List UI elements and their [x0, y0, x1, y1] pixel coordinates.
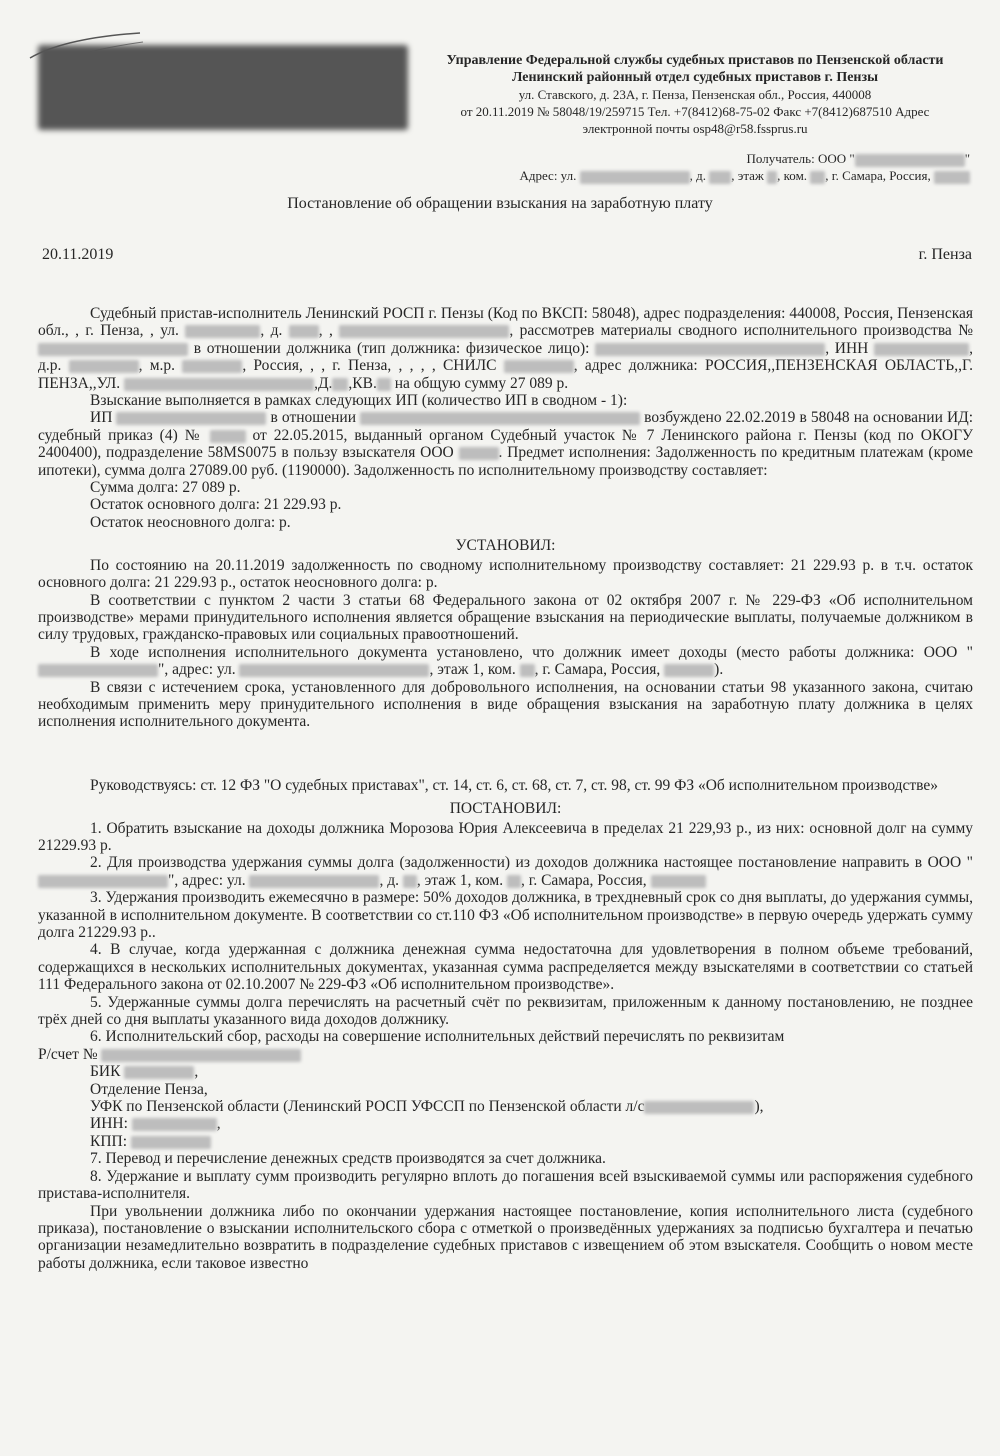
established-p2: В соответствии с пунктом 2 части 3 статьи 68 Федерального закона от 02 октября 2007 г. № 229-ФЗ «Об исполнительном производстве» мерами принудительного исполнения является обращение взыскания на периодические выплаты, получаемые должником в силу трудовых, гражданско-правовых или социальных правоотношений.	[38, 591, 973, 644]
established-p3: В ходе исполнения исполнительного документа установлено, что должник имеет доходы (место работы должника: ООО "", адрес: ул. , этаж 1, ком. , г. Самара, Россия, ).	[38, 644, 973, 679]
document-body	[38, 305, 973, 1272]
guided-by: Руководствуясь: ст. 12 ФЗ "О судебных приставах", ст. 14, ст. 6, ст. 68, ст. 7, ст. 98, ст. 99 ФЗ «Об исполнительном производстве»	[90, 776, 939, 794]
resolution-3: 3. Удержания производить ежемесячно в размере: 50% доходов должника, в трехдневный срок со дня выплаты, до удержания суммы, указанной в исполнительном документе. В соответствии со ст.110 ФЗ «Об исполнительном производстве» в первую очередь удержать сумму долга 21229.93 р..	[38, 889, 973, 941]
account-line: Р/счет №	[38, 1046, 973, 1063]
resolution-8: 8. Удержание и выплату сумм производить регулярно вплоть до погашения всей взыскиваемой суммы или распоряжения судебного пристава-исполнителя.	[38, 1167, 973, 1203]
redacted-logo-block	[38, 45, 408, 130]
resolution-2: 2. Для производства удержания суммы долга (задолженности) из доходов должника настоящее постановление направить в ООО "", адрес: ул. , д. , этаж 1, ком. , г. Самара, Россия,	[38, 854, 973, 889]
header-department: Ленинский районный отдел судебных приставов г. Пензы	[511, 70, 879, 85]
debt-principal: Остаток основного долга: 21 229.93 р.	[90, 496, 342, 514]
date-line	[42, 246, 972, 264]
recipient-address: Адрес: ул. , д. , этаж , ком. , г. Самара, Россия,	[410, 167, 970, 184]
recipient-label: Получатель: ООО "	[746, 151, 855, 166]
paragraph-proceedings: Взыскание выполняется в рамках следующих ИП (количество ИП в сводном - 1):	[90, 392, 628, 410]
dismissal-paragraph: При увольнении должника либо по окончании удержания настоящее постановление, копия исполнительного листа (судебного приказа), постановление о взыскании исполнительского сбора с отметкой о произведённых удержаниях за подписью бухгалтера и печатью организации незамедлительно возвратить в подразделение судебных приставов с извещением об этом взыскателя. Сообщить о новом месте работы должника, если таковое известно	[38, 1202, 973, 1272]
authority-header	[420, 52, 970, 137]
resolution-1: 1. Обратить взыскание на доходы должника Морозова Юрия Алексеевича в пределах 21 229,93 р., из них: основной долг на сумму 21229.93 р.	[38, 819, 973, 854]
heading-resolved: ПОСТАНОВИЛ:	[449, 800, 562, 818]
bik-line: БИК ,	[90, 1063, 199, 1081]
debt-total: Сумма долга: 27 089 р.	[90, 479, 241, 497]
document-date: 20.11.2019	[42, 246, 114, 263]
resolution-5: 5. Удержанные суммы долга перечислять на расчетный счёт по реквизитам, приложенным к данному постановлению, не позднее трёх дней со дня выплаты указанного вида доходов должнику.	[38, 993, 973, 1029]
established-p1: По состоянию на 20.11.2019 задолженность по сводному исполнительному производству составляет: 21 229.93 р. в т.ч. остаток основного долга: 21 229.93 р., остаток неосновного долга: р.	[38, 556, 973, 592]
header-email: электронной почты osp48@r58.fssprus.ru	[582, 121, 808, 136]
branch-line: Отделение Пенза,	[90, 1080, 208, 1098]
established-p4: В связи с истечением срока, установленного для добровольного исполнения, на основании статьи 98 указанного закона, считаю необходимым применить меру принудительного исполнения в виде обращения взыскания на заработную плату должника в целях исполнения исполнительного документа.	[38, 678, 973, 731]
resolution-4: 4. В случае, когда удержанная с должника денежная сумма недостаточна для удовлетворения в полном объеме требований, содержащихся в нескольких исполнительных документах, указанная сумма распределяется между взыскателями в соответствии со статьей 111 Федерального закона от 02.10.2007 № 229-ФЗ «Об исполнительном производстве».	[38, 941, 973, 994]
paragraph-case: ИП в отношении возбуждено 22.02.2019 в 58048 на основании ИД: судебный приказ (4) № от 22.05.2015, выданный органом Судебный участок № 7 Ленинского района г. Пензы (код по ОКОГУ 2400400), подразделение 58MS0075 в пользу взыскателя ООО . Предмет исполнения: Задолженность по кредитным платежам (кроме ипотеки), сумма долга 27089.00 руб. (1190000). Задолженность по исполнительному производству составляет:	[38, 409, 974, 479]
header-reference: от 20.11.2019 № 58048/19/259715 Тел. +7(8412)68-75-02 Факс +7(8412)687510 Адрес	[460, 104, 930, 119]
kpp-line: КПП:	[38, 1133, 973, 1150]
resolution-6: 6. Исполнительский сбор, расходы на совершение исполнительных действий перечислять по реквизитам	[90, 1028, 785, 1046]
document-title: Постановление об обращении взыскания на заработную плату	[287, 195, 713, 212]
heading-established: УСТАНОВИЛ:	[455, 537, 556, 555]
recipient-block: Получатель: ООО " " Адрес: ул. , д. , этаж , ком. , г. Самара, Россия,	[410, 150, 970, 184]
inn-line: ИНН: ,	[90, 1115, 221, 1133]
debt-other: Остаток неосновного долга: р.	[90, 513, 291, 531]
ufk-line: УФК по Пензенской области (Ленинский РОСП УФССП по Пензенской области л/с ),	[90, 1098, 764, 1116]
header-agency: Управление Федеральной службы судебных приставов по Пензенской области	[446, 53, 944, 68]
resolution-7: 7. Перевод и перечисление денежных средств производятся за счет должника.	[90, 1150, 606, 1168]
header-address: ул. Ставского, д. 23А, г. Пенза, Пензенская обл., Россия, 440008	[518, 87, 872, 102]
document-city: г. Пенза	[918, 246, 972, 263]
paragraph-intro: Судебный пристав-исполнитель Ленинский РОСП г. Пензы (Код по ВКСП: 58048), адрес подразделения: 440008, Россия, Пензенская обл., , г. Пенза, , ул. , д. , , , рассмотрев материалы сводного исполнительного производства № в отношении должника (тип должника: физическое лицо): , ИНН , д.р. , м.р. , Россия, , , г. Пенза, , , , , СНИЛС , адрес должника: РОССИЯ,,ПЕНЗЕНСКАЯ ОБЛАСТЬ,,Г. ПЕНЗА,,УЛ. ,Д. ,КВ. на общую сумму 27 089 р.	[38, 305, 974, 392]
